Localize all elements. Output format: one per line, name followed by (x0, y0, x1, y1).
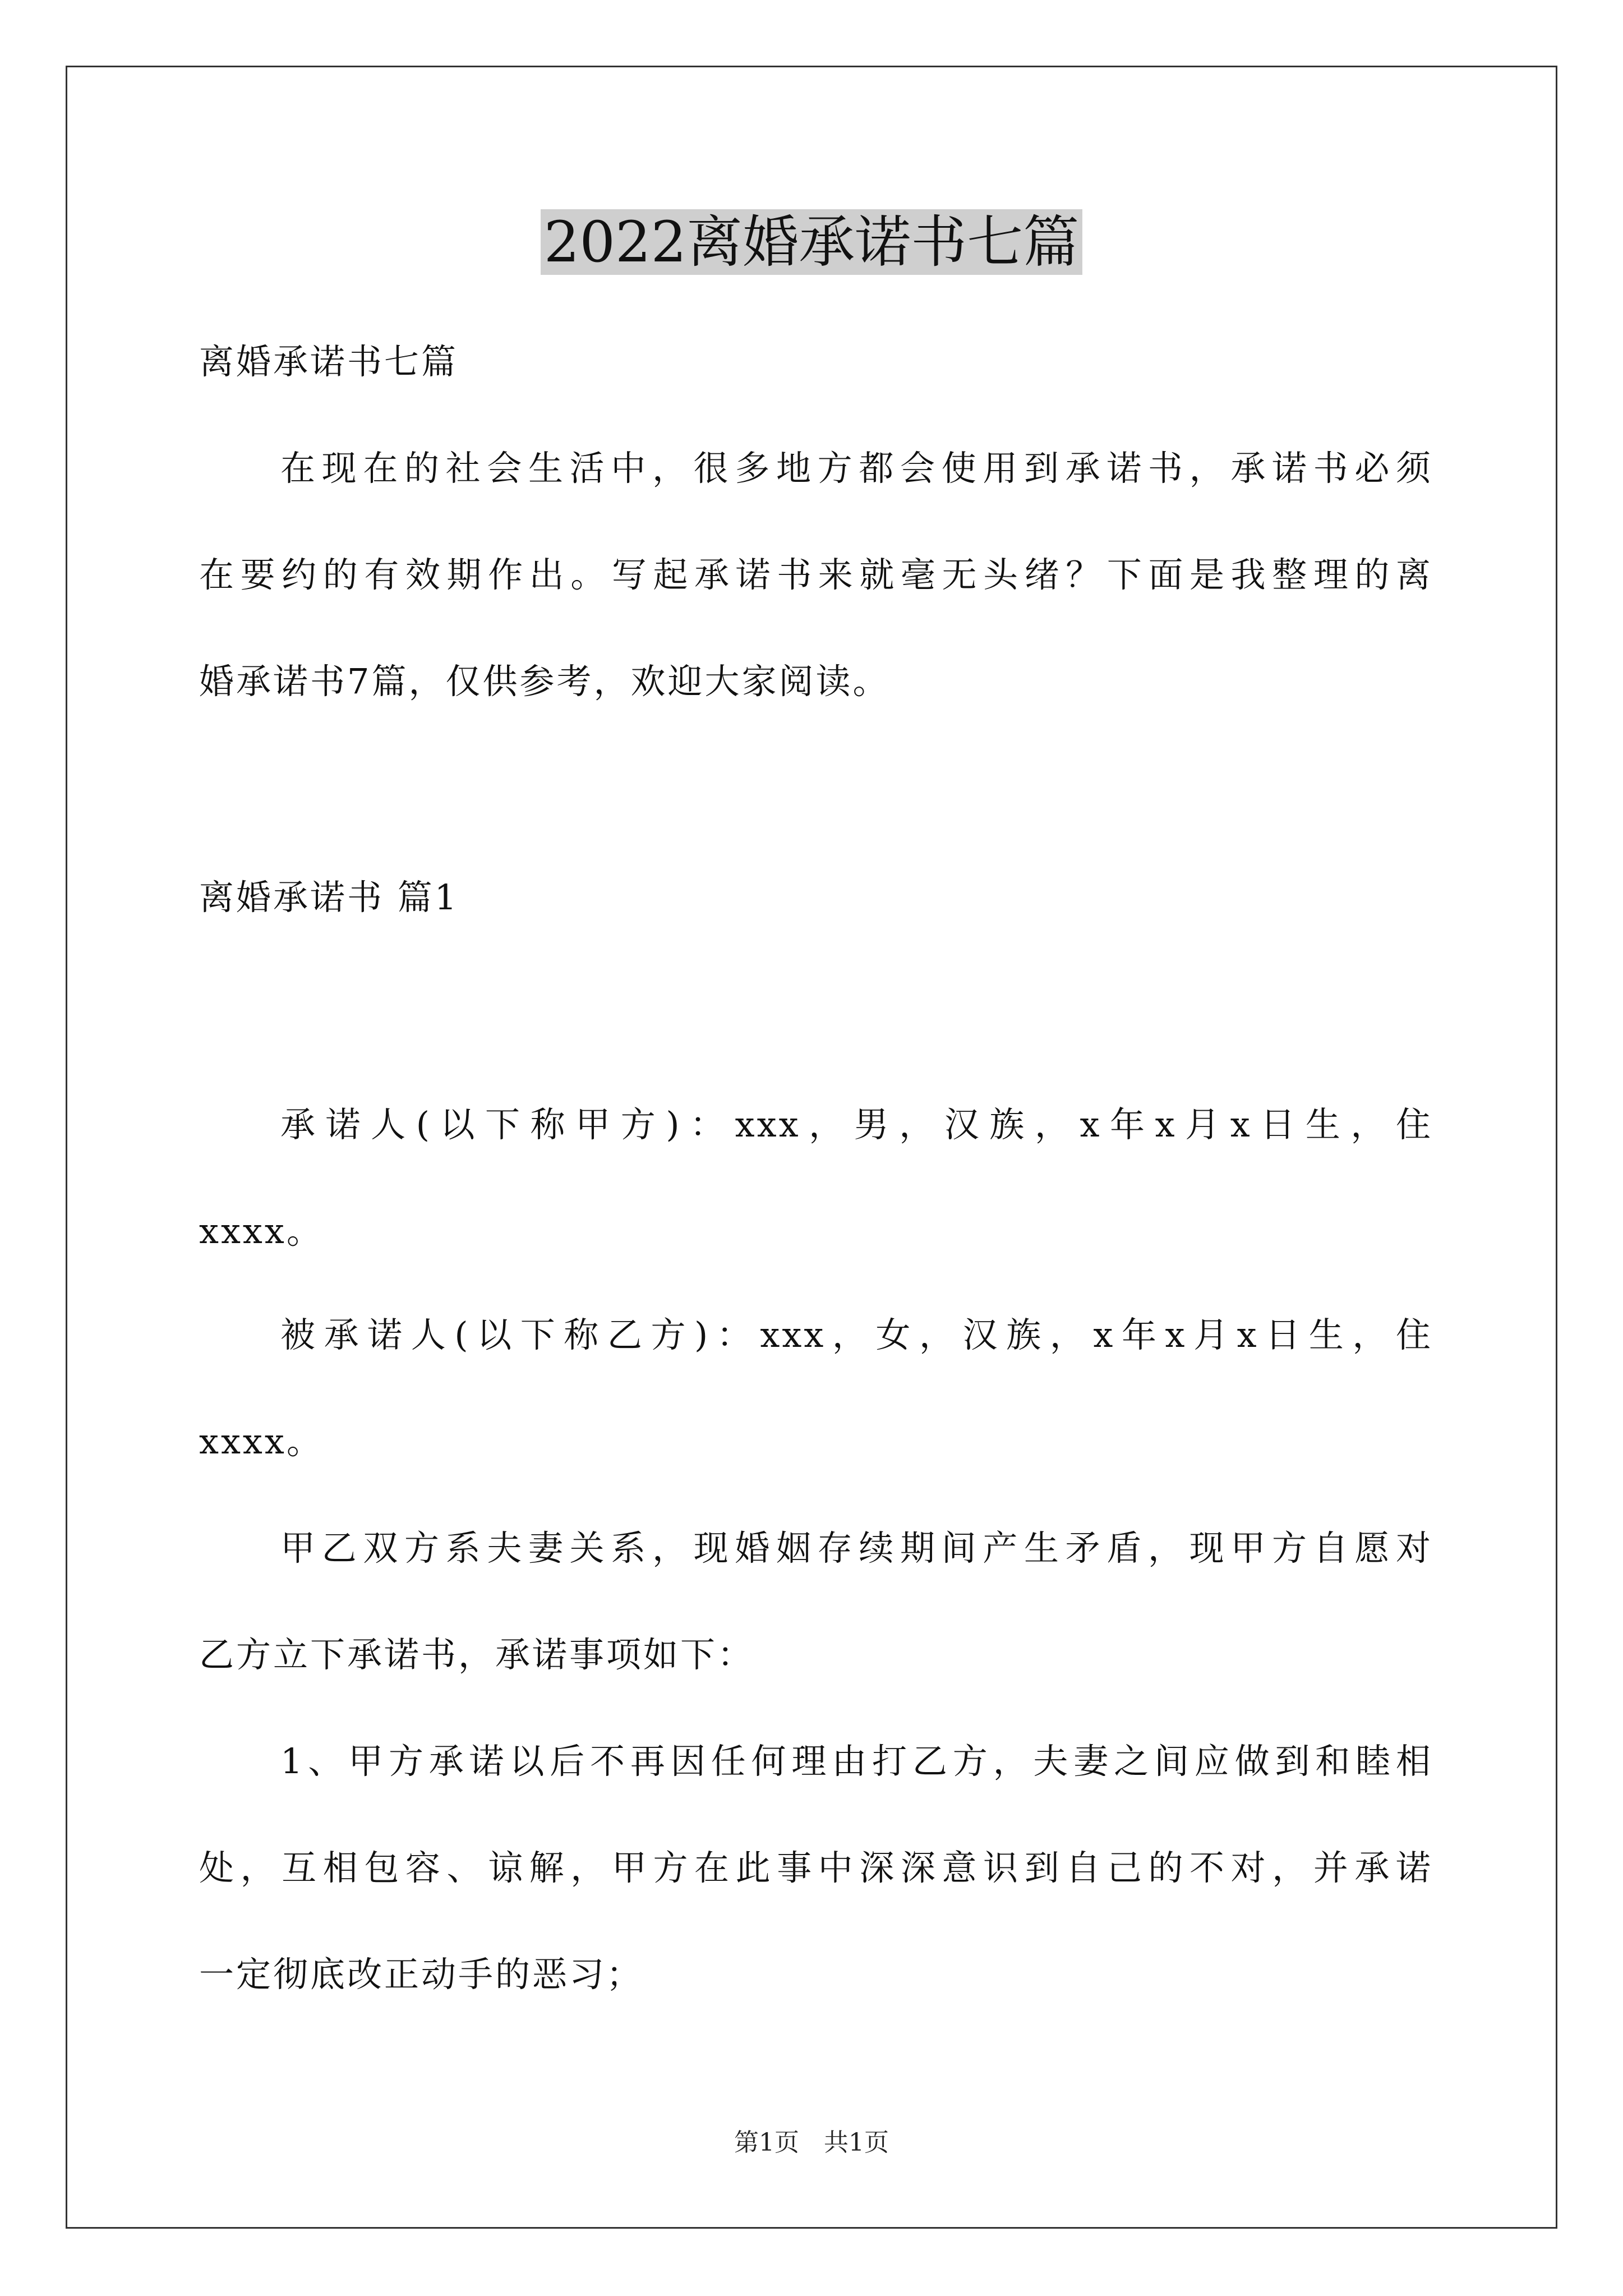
document-title-text: 2022离婚承诺书七篇 (541, 209, 1083, 275)
paragraph-line: 1、甲方承诺以后不再因任何理由打乙方，夫妻之间应做到和睦相 (280, 1741, 1433, 1782)
paragraph-line: 被承诺人(以下称乙方)：xxx，女，汉族，x年x月x日生，住 (280, 1314, 1433, 1355)
section-heading: 离婚承诺书 篇1 (199, 877, 459, 918)
paragraph-line: xxxx。 (199, 1421, 324, 1462)
page-footer: 第1页 共1页 (734, 2128, 889, 2157)
paragraph-line: 在要约的有效期作出。写起承诺书来就毫无头绪？下面是我整理的离 (199, 554, 1433, 595)
subtitle-line: 离婚承诺书七篇 (199, 341, 459, 382)
paragraph-line: 婚承诺书7篇，仅供参考，欢迎大家阅读。 (199, 661, 890, 702)
paragraph-line: 一定彻底改正动手的恶习； (199, 1954, 644, 1995)
document-title (0, 203, 1623, 282)
paragraph-line: 承诺人(以下称甲方)：xxx，男，汉族，x年x月x日生，住 (280, 1104, 1433, 1145)
paragraph-line: xxxx。 (199, 1211, 324, 1251)
paragraph-line: 在现在的社会生活中，很多地方都会使用到承诺书，承诺书必须 (280, 448, 1433, 489)
paragraph-line: 处，互相包容、谅解，甲方在此事中深深意识到自己的不对，并承诺 (199, 1847, 1433, 1888)
paragraph-line: 甲乙双方系夫妻关系，现婚姻存续期间产生矛盾，现甲方自愿对 (280, 1527, 1433, 1568)
paragraph-line: 乙方立下承诺书，承诺事项如下： (199, 1634, 755, 1675)
